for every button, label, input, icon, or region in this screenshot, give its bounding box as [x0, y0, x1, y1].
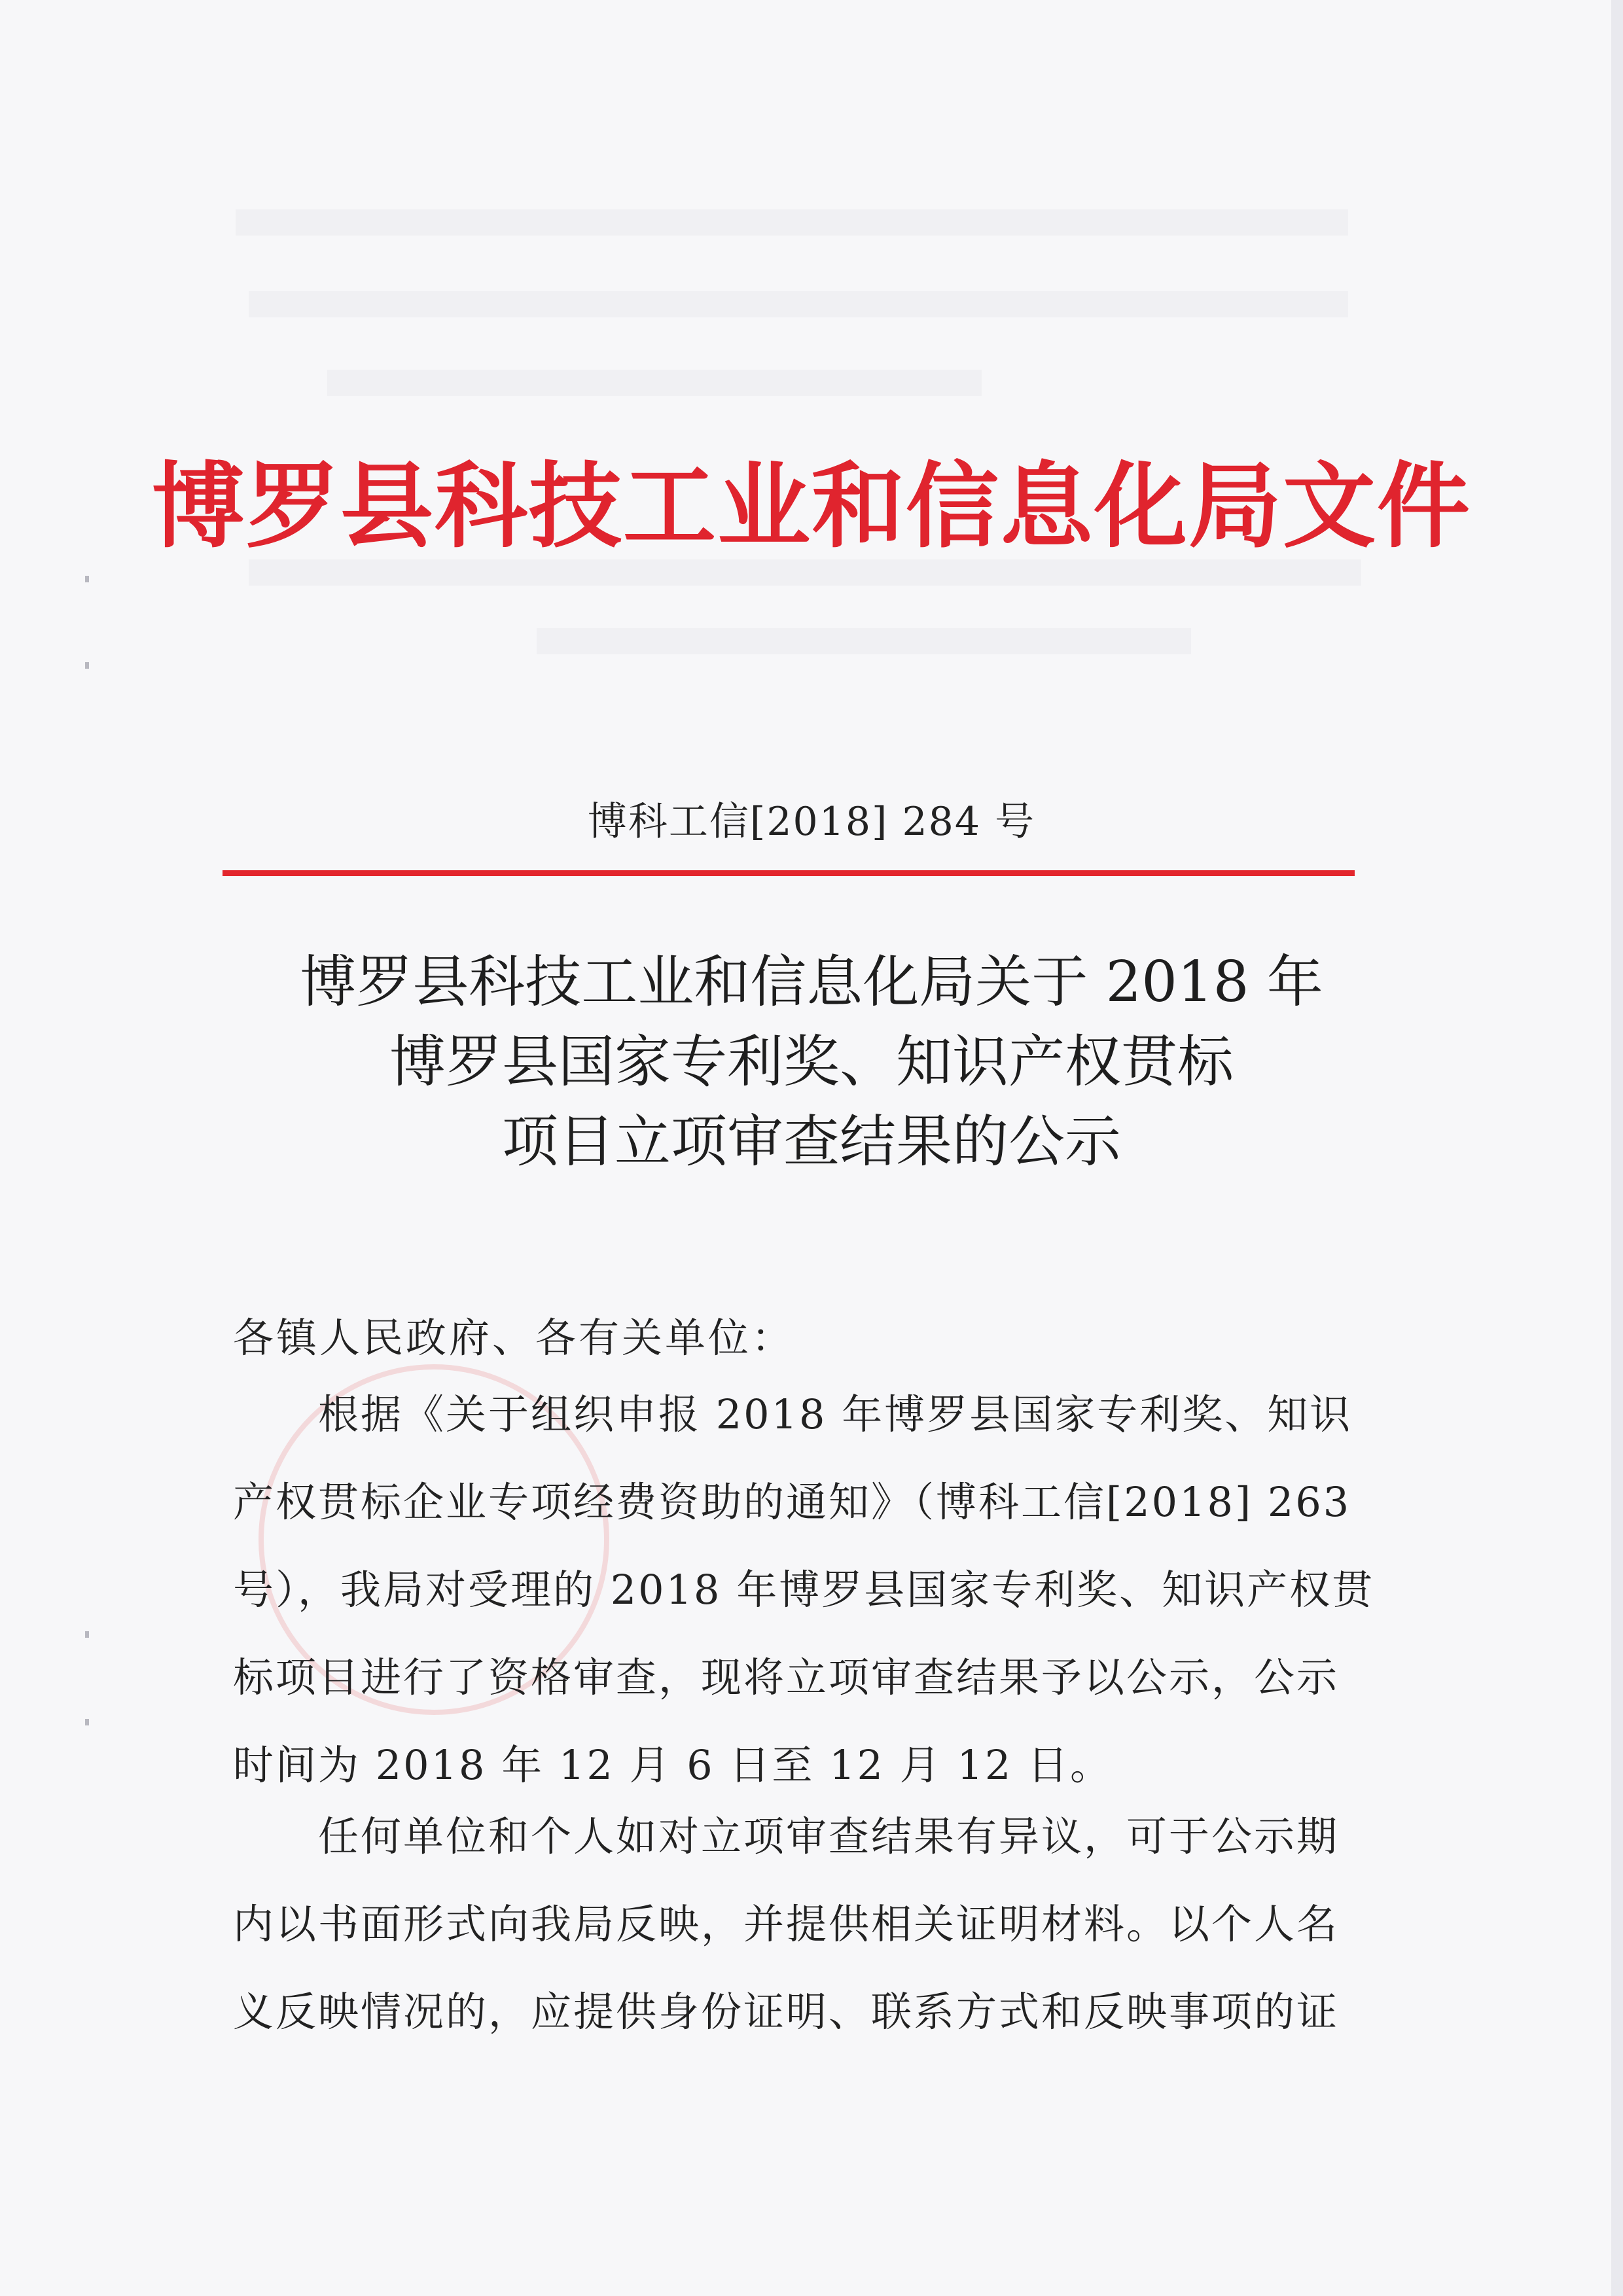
- binding-hole-mark: [85, 1631, 89, 1638]
- notice-title: [0, 942, 1623, 1182]
- paragraph-line: 根据《关于组织申报 2018 年博罗县国家专利奖、知识: [318, 1390, 1353, 1438]
- notice-title-line: 项目立项审查结果的公示: [502, 1109, 1121, 1174]
- bleed-through-mark: [236, 209, 1348, 236]
- paragraph-line: 内以书面形式向我局反映，并提供相关证明材料。以个人名: [233, 1900, 1340, 1948]
- body-paragraph-1: [233, 1371, 1375, 1809]
- binding-hole-mark: [85, 1719, 89, 1725]
- bleed-through-mark: [537, 628, 1191, 654]
- document-number: 博科工信[2018] 284 号: [587, 799, 1036, 845]
- binding-hole-mark: [85, 662, 89, 669]
- notice-title-line: 博罗县国家专利奖、知识产权贯标: [389, 1029, 1234, 1095]
- paragraph-line: 义反映情况的，应提供身份证明、联系方式和反映事项的证: [233, 1988, 1340, 2036]
- bleed-through-mark: [327, 370, 982, 396]
- red-divider-line: [223, 870, 1355, 876]
- paragraph-line: 任何单位和个人如对立项审查结果有异议，可于公示期: [318, 1812, 1340, 1860]
- paragraph-line: 号），我局对受理的 2018 年博罗县国家专利奖、知识产权贯: [233, 1566, 1375, 1614]
- paragraph-line: 标项目进行了资格审查，现将立项审查结果予以公示，公示: [233, 1653, 1340, 1701]
- paragraph-line: 时间为 2018 年 12 月 6 日至 12 月 12 日。: [233, 1741, 1113, 1789]
- issuer-header-title: 博罗县科技工业和信息化局文件: [152, 453, 1471, 561]
- paragraph-line: 产权贯标企业专项经费资助的通知》（博科工信[2018] 263: [233, 1478, 1351, 1526]
- body-paragraph-2: [233, 1793, 1365, 2056]
- binding-hole-mark: [85, 576, 89, 582]
- notice-title-line: 博罗县科技工业和信息化局关于 2018 年: [300, 949, 1323, 1015]
- salutation: 各镇人民政府、各有关单位：: [233, 1314, 795, 1362]
- bleed-through-mark: [249, 291, 1348, 317]
